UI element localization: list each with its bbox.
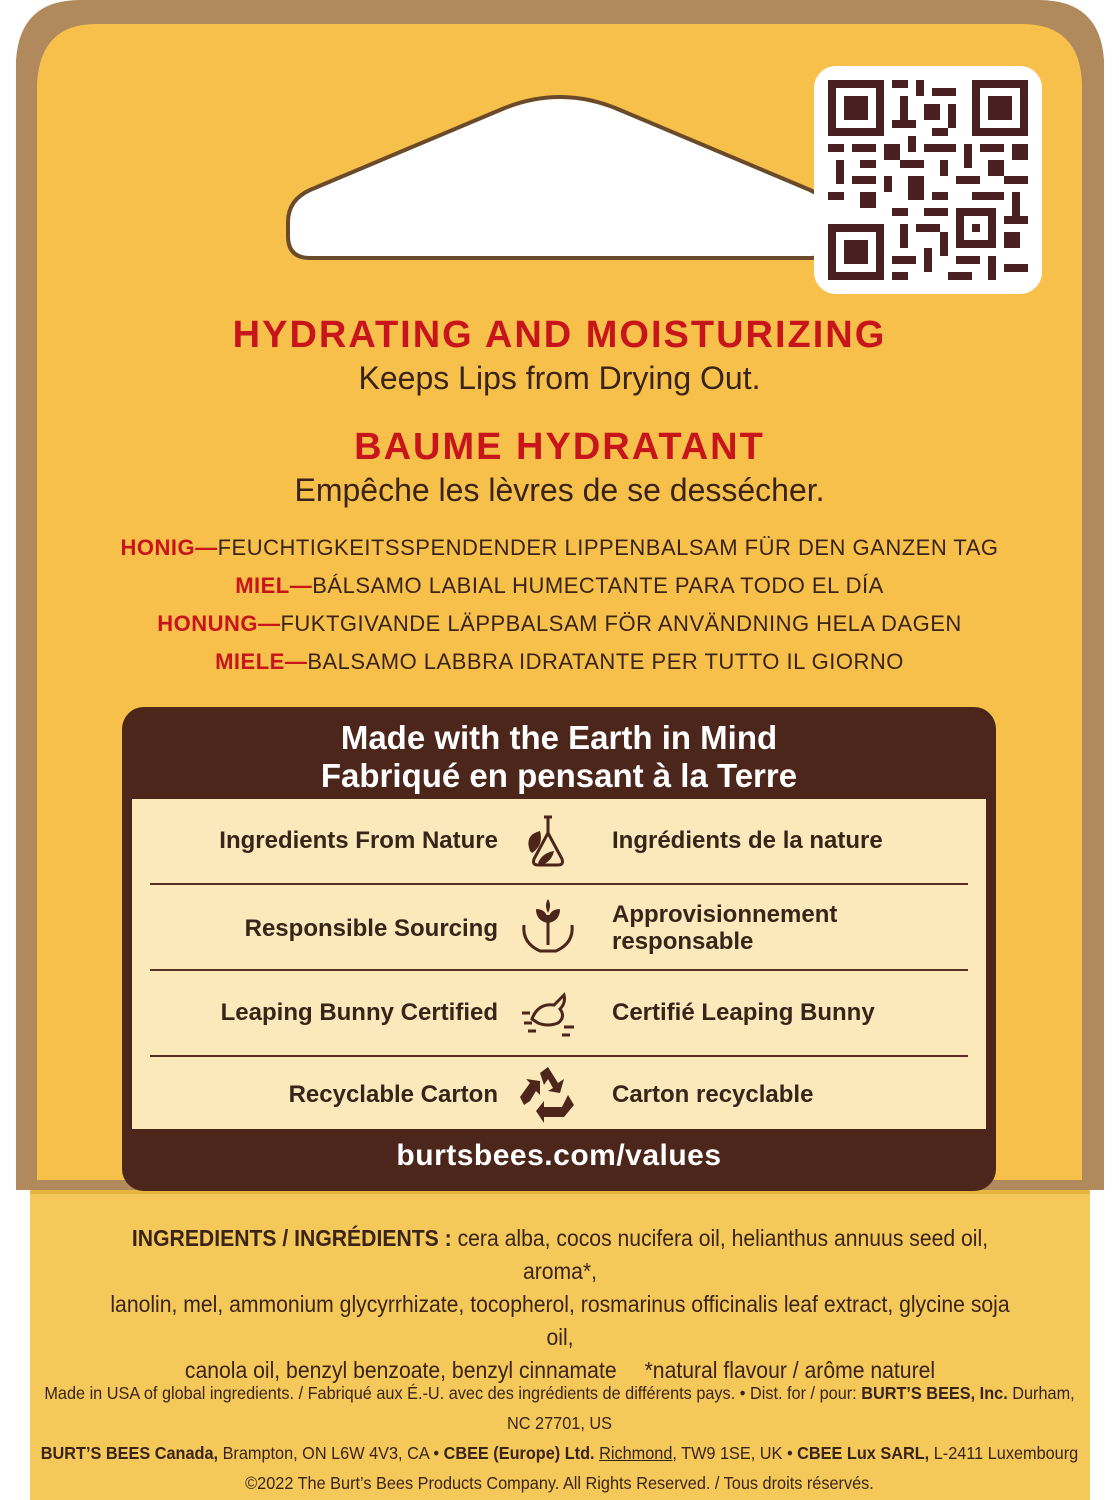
language-key: MIELE— bbox=[215, 649, 308, 674]
ingredients-note: *natural flavour / arôme naturel bbox=[644, 1357, 936, 1383]
value-row-ingredients bbox=[150, 799, 968, 885]
panel-title-fr: Fabriqué en pensant à la Terre bbox=[320, 757, 798, 794]
footer-brand: BURT’S BEES, Inc. bbox=[861, 1383, 1008, 1403]
language-line-it bbox=[0, 649, 1119, 675]
language-line-sv bbox=[0, 611, 1119, 637]
language-text: BÁLSAMO LABIAL HUMECTANTE PARA TODO EL DÍA bbox=[312, 573, 884, 598]
language-text: BALSAMO LABBRA IDRATANTE PER TUTTO IL GIORNO bbox=[307, 649, 904, 674]
footer-brand: CBEE Lux SARL, bbox=[797, 1443, 930, 1463]
footer-text: Brampton, ON L6W 4V3, CA • bbox=[218, 1443, 444, 1463]
qr-code-icon bbox=[828, 80, 1028, 280]
value-row-sourcing bbox=[150, 885, 968, 971]
footer-brand: BURT’S BEES Canada, bbox=[40, 1443, 219, 1463]
ingredients-line-2: lanolin, mel, ammonium glycyrrhizate, tocopherol, rosmarinus officinalis leaf extract, glycine soja oil, bbox=[110, 1291, 1010, 1350]
language-key: HONUNG— bbox=[157, 611, 281, 636]
value-label-en: Responsible Sourcing bbox=[244, 915, 498, 942]
qr-code[interactable] bbox=[814, 66, 1042, 294]
value-label-fr: Approvisionnement responsable bbox=[612, 901, 838, 955]
footer-text: Durham, NC 27701, US bbox=[507, 1383, 1075, 1433]
language-line-de bbox=[0, 535, 1119, 561]
legal-footer bbox=[39, 1378, 1080, 1498]
language-text: FEUCHTIGKEITSSPENDENDER LIPPENBALSAM FÜR DEN GANZEN TAG bbox=[217, 535, 999, 560]
footer-copyright: ©2022 The Burt’s Bees Products Company. All Rights Reserved. / Tous droits réservés. bbox=[245, 1473, 874, 1493]
value-label-fr: Ingrédients de la nature bbox=[612, 827, 883, 854]
value-label-en: Recyclable Carton bbox=[288, 1081, 498, 1108]
values-url-link[interactable]: burtsbees.com/values bbox=[396, 1139, 722, 1172]
footer-city: Richmond bbox=[599, 1443, 673, 1463]
footer-brand: CBEE (Europe) Ltd. bbox=[443, 1443, 595, 1463]
ingredients-label: INGREDIENTS / INGRÉDIENTS : bbox=[131, 1225, 452, 1251]
ingredients-block bbox=[100, 1222, 1020, 1387]
value-label-fr: Certifié Leaping Bunny bbox=[612, 999, 875, 1026]
footer-line-2 bbox=[39, 1438, 1080, 1468]
headline-fr: BAUME HYDRATANT bbox=[354, 426, 765, 468]
language-key: HONIG— bbox=[120, 535, 218, 560]
recycle-icon bbox=[518, 1063, 578, 1123]
ingredients-text: cera alba, cocos nucifera oil, helianthus annuus seed oil, aroma*, bbox=[457, 1225, 989, 1284]
footer-text: , TW9 1SE, UK • bbox=[672, 1443, 798, 1463]
subheadline-fr: Empêche les lèvres de se dessécher. bbox=[294, 472, 825, 508]
value-label-en: Leaping Bunny Certified bbox=[220, 999, 498, 1026]
leaping-bunny-icon bbox=[518, 983, 578, 1043]
value-row-carton bbox=[150, 1057, 968, 1127]
subheadline-en: Keeps Lips from Drying Out. bbox=[358, 360, 761, 396]
hands-plant-icon bbox=[518, 897, 578, 957]
panel-title-en: Made with the Earth in Mind bbox=[340, 719, 778, 756]
panel-values-list bbox=[132, 799, 986, 1129]
footer-text: L-2411 Luxembourg bbox=[929, 1443, 1079, 1463]
ingredients-line-1 bbox=[100, 1222, 1020, 1288]
language-line-es bbox=[0, 573, 1119, 599]
flask-leaf-icon bbox=[518, 811, 578, 871]
headline-en: HYDRATING AND MOISTURIZING bbox=[232, 314, 887, 356]
earth-in-mind-panel bbox=[122, 707, 996, 1191]
language-text: FUKTGIVANDE LÄPPBALSAM FÖR ANVÄNDNING HELA DAGEN bbox=[280, 611, 962, 636]
language-key: MIEL— bbox=[235, 573, 313, 598]
footer-line-1 bbox=[39, 1378, 1080, 1438]
value-row-bunny bbox=[150, 971, 968, 1057]
value-label-fr: Carton recyclable bbox=[612, 1081, 814, 1108]
value-label-en: Ingredients From Nature bbox=[219, 827, 498, 854]
ingredients-text: canola oil, benzyl benzoate, benzyl cinnamate bbox=[184, 1357, 617, 1383]
footer-text: Made in USA of global ingredients. / Fabriqué aux É.-U. avec des ingrédients de différents pays. • Dist. for / pour: bbox=[44, 1383, 862, 1403]
